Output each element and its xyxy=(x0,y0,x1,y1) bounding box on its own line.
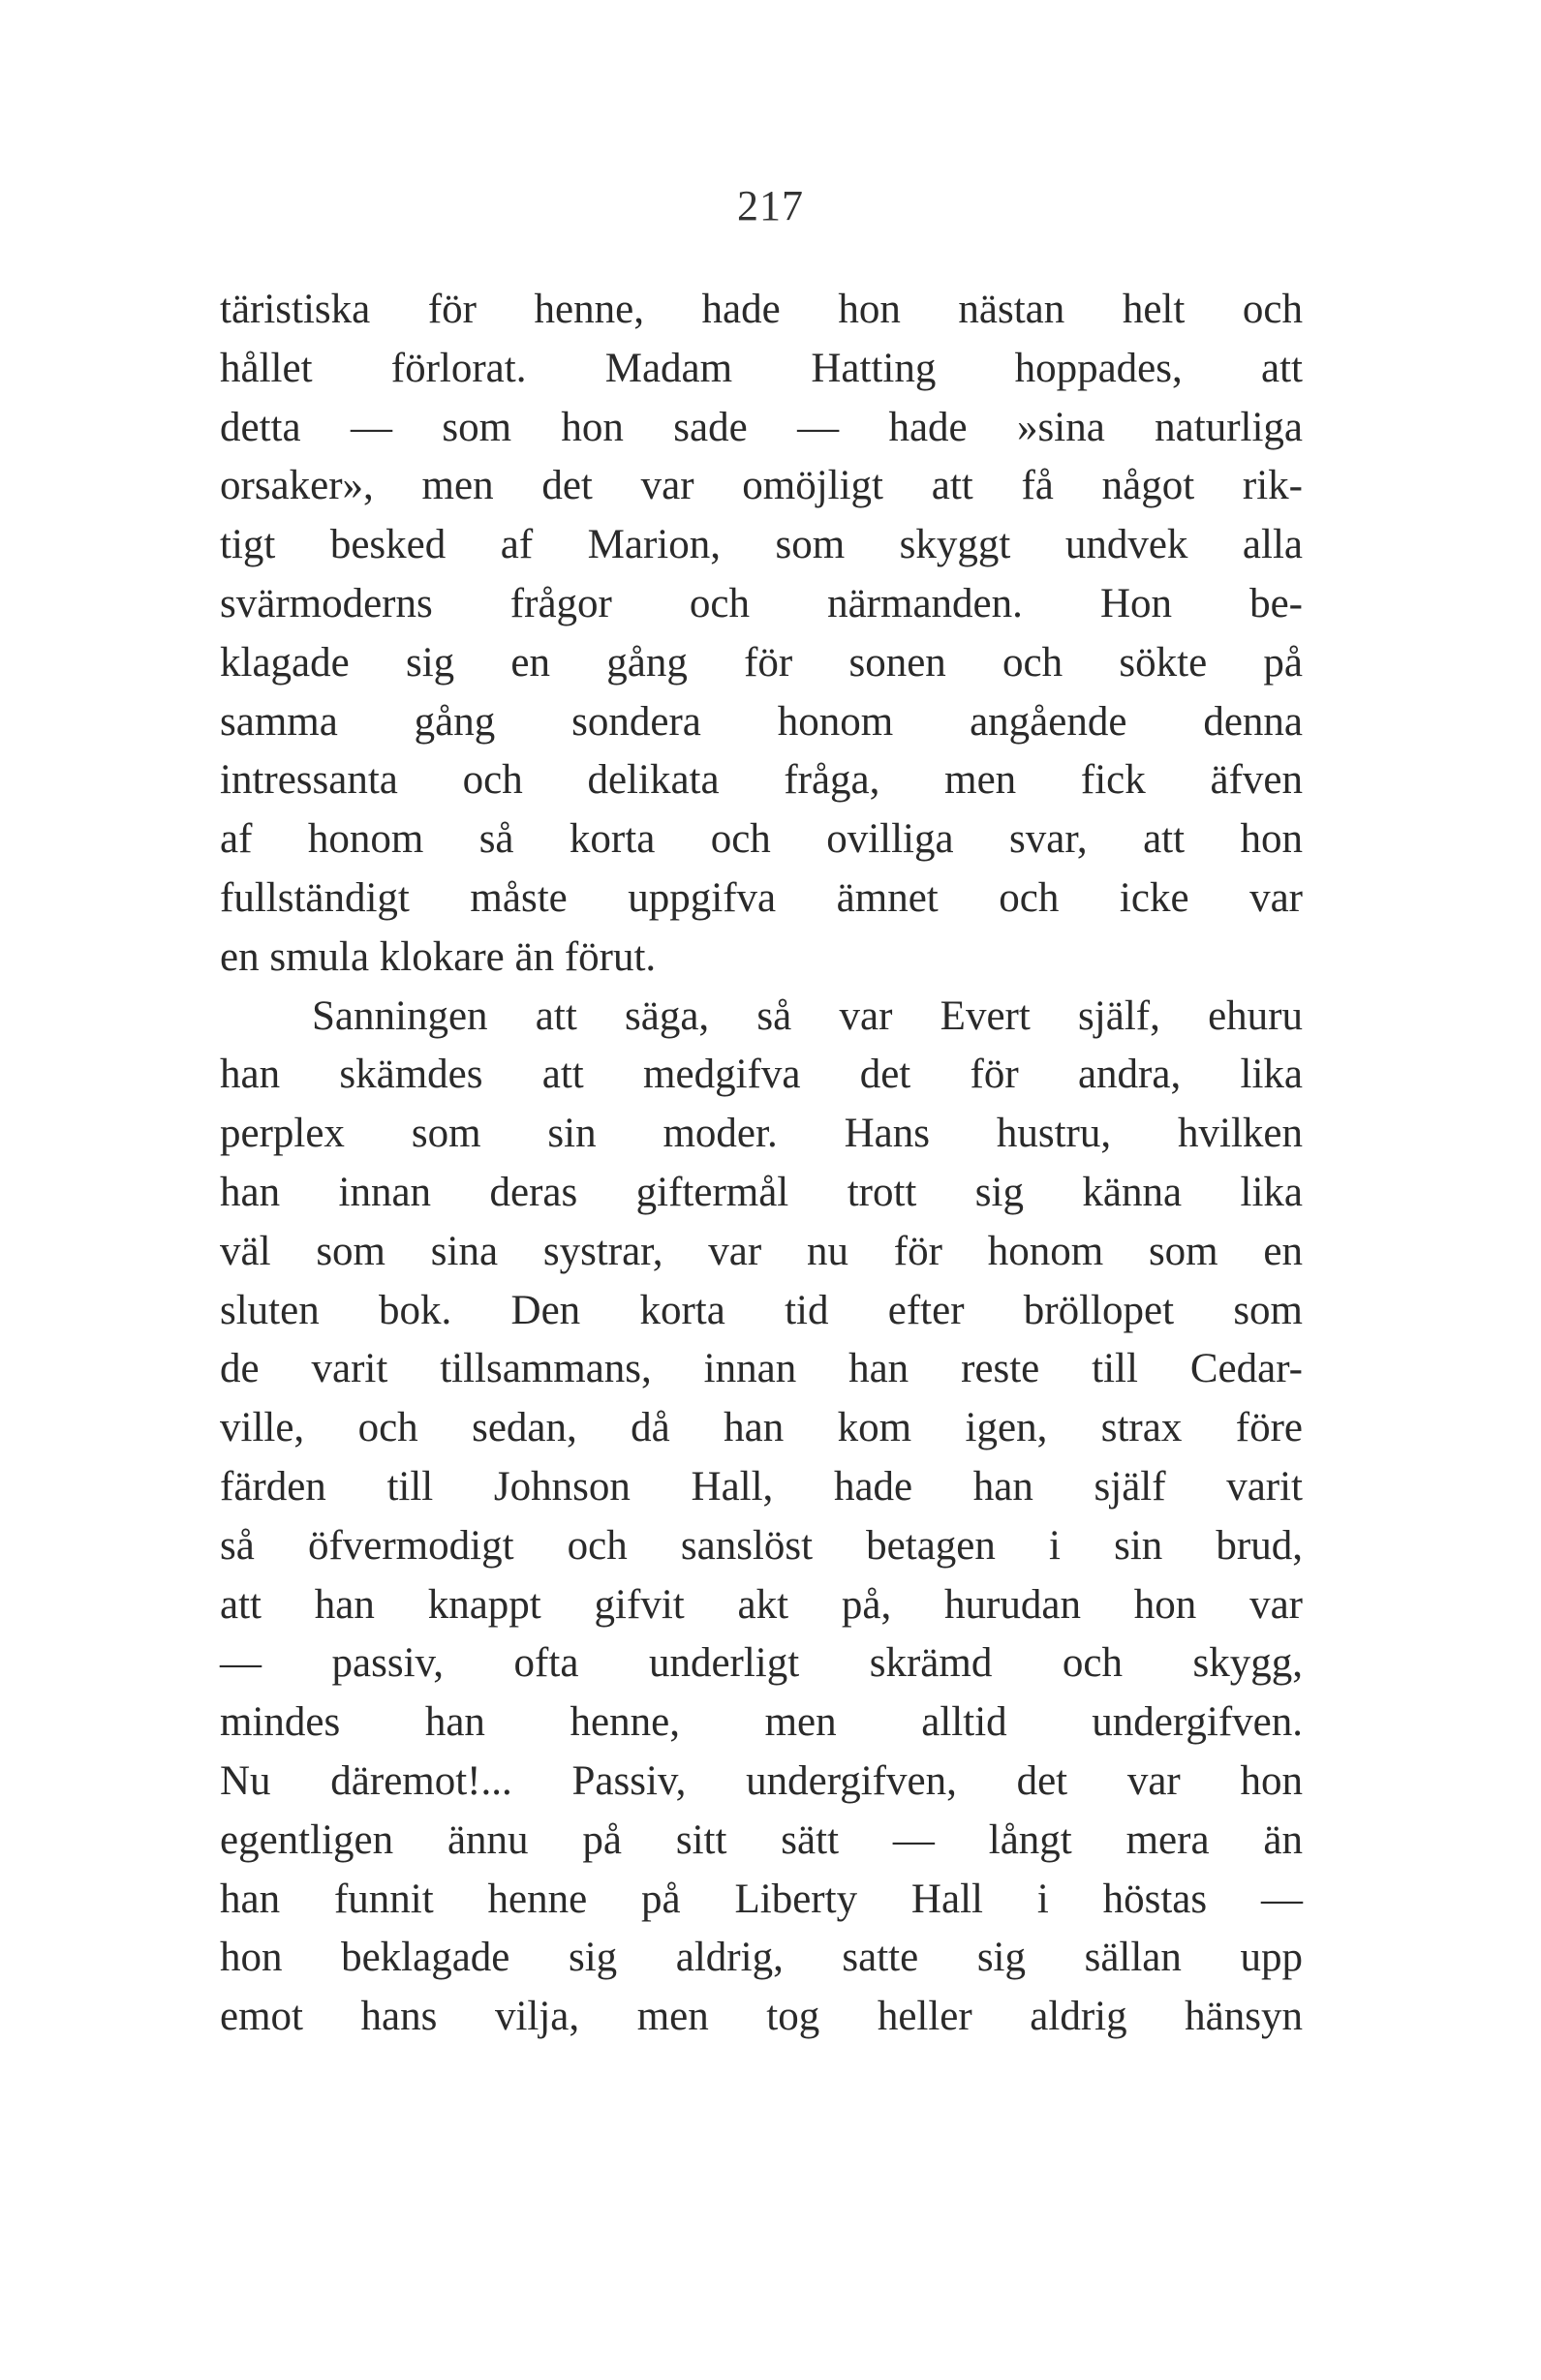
text-line: så öfvermodigt och sanslöst betagen i sin brud, xyxy=(220,1522,1303,1569)
text-line: täristiska för henne, hade hon nästan helt och xyxy=(220,287,1303,332)
text-line: sluten bok. Den korta tid efter bröllopet som xyxy=(220,1287,1303,1333)
text-line: detta — som hon sade — hade »sina naturliga xyxy=(220,404,1303,450)
text-line: af honom så korta och ovilliga svar, att hon xyxy=(220,816,1303,863)
page-number: 217 xyxy=(737,182,804,229)
body-text xyxy=(220,281,1303,2047)
text-line: han skämdes att medgifva det för andra, lika xyxy=(220,1052,1303,1098)
text-line: fullständigt måste uppgifva ämnet och icke var xyxy=(220,874,1303,921)
text-line: de varit tillsammans, innan han reste till Cedar- xyxy=(220,1346,1303,1392)
text-line: mindes han henne, men alltid undergifven. xyxy=(220,1699,1303,1746)
text-line: hon beklagade sig aldrig, satte sig sällan upp xyxy=(220,1935,1303,1981)
text-line: Nu däremot!... Passiv, undergifven, det var hon xyxy=(220,1757,1303,1804)
text-line: han innan deras giftermål trott sig känna lika xyxy=(220,1169,1303,1215)
text-line: egentligen ännu på sitt sätt — långt mera än xyxy=(220,1816,1303,1863)
text-line: Sanningen att säga, så var Evert själf, ehuru xyxy=(312,992,1303,1039)
text-line: han funnit henne på Liberty Hall i höstas — xyxy=(220,1876,1303,1922)
text-line: svärmoderns frågor och närmanden. Hon be- xyxy=(220,580,1303,626)
text-line: perplex som sin moder. Hans hustru, hvilken xyxy=(220,1111,1303,1157)
text-line: — passiv, ofta underligt skrämd och skygg, xyxy=(220,1640,1303,1687)
text-line: samma gång sondera honom angående denna xyxy=(220,698,1303,745)
text-line: en smula klokare än förut. xyxy=(220,933,657,980)
text-line: intressanta och delikata fråga, men fick äfven xyxy=(220,757,1303,804)
text-line: färden till Johnson Hall, hade han själf varit xyxy=(220,1463,1303,1510)
text-line: emot hans vilja, men tog heller aldrig hänsyn xyxy=(220,1994,1303,2040)
text-line: väl som sina systrar, var nu för honom som en xyxy=(220,1228,1303,1274)
text-line: klagade sig en gång för sonen och sökte på xyxy=(220,639,1303,686)
text-line: ville, och sedan, då han kom igen, strax före xyxy=(220,1405,1303,1451)
text-line: att han knappt gifvit akt på, hurudan hon var xyxy=(220,1581,1303,1628)
text-line: hållet förlorat. Madam Hatting hoppades, att xyxy=(220,345,1303,391)
text-line: tigt besked af Marion, som skyggt undvek alla xyxy=(220,522,1303,568)
text-line: orsaker», men det var omöjligt att få något rik- xyxy=(220,463,1303,509)
